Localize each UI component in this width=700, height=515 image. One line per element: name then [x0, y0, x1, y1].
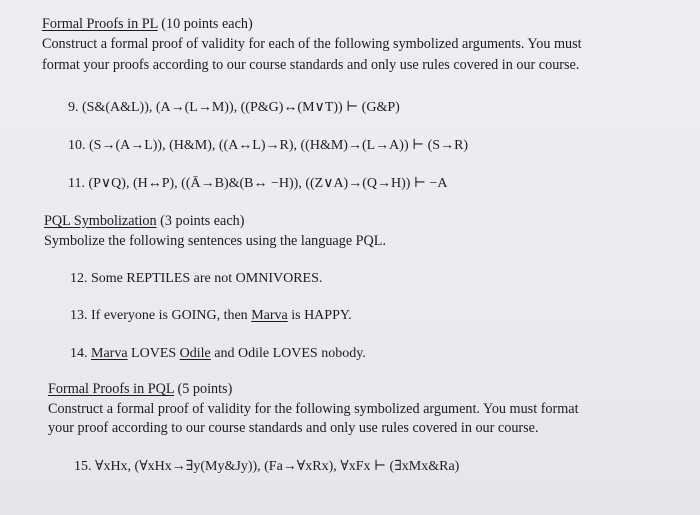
section2-heading-title: PQL Symbolization: [44, 213, 157, 229]
problem-11: 11. (P∨Q), (H↔P), ((Ā→B)&(B↔ −H)), ((Z∨A)→(Q→H)) ⊢ −A: [68, 176, 448, 191]
problem-9: 9. (S&(A&L)), (A→(L→M)), ((P&G)↔(M∨T)) ⊢ (G&P): [68, 100, 400, 115]
section1-heading: [42, 15, 253, 33]
item-14-text-mid: LOVES: [127, 346, 180, 361]
item-12: 12. Some REPTILES are not OMNIVORES.: [70, 271, 323, 286]
section3-heading: [48, 380, 232, 398]
item-13-name: Marva: [251, 308, 288, 323]
problem-15: 15. ∀xHx, (∀xHx→∃y(My&Jy)), (Fa→∀xRx), ∀xFx ⊢ (∃xMx&Ra): [74, 459, 460, 474]
section1-instruction-line2: format your proofs according to our course standards and only use rules covered in our course.: [42, 57, 580, 73]
item-14-name-2: Odile: [179, 346, 211, 361]
section1-instruction-line1: Construct a formal proof of validity for each of the following symbolized arguments. You must: [42, 36, 582, 52]
item-14-number: 14.: [70, 346, 91, 361]
item-13-text-start: 13. If everyone is GOING, then: [70, 308, 252, 323]
section3-instruction-line1: Construct a formal proof of validity for the following symbolized argument. You must format: [48, 401, 579, 417]
item-13: [70, 307, 352, 325]
item-14-name-1: Marva: [91, 346, 128, 361]
section3-heading-points: (5 points): [173, 381, 233, 397]
section3-instruction-line2: your proof according to our course standards and only use rules covered in our course.: [48, 420, 539, 436]
section2-heading: [44, 212, 244, 230]
section3-heading-title: Formal Proofs in PQL: [48, 381, 174, 397]
section1-heading-points: (10 points each): [157, 16, 253, 32]
section2-instruction: Symbolize the following sentences using the language PQL.: [44, 233, 387, 249]
item-13-text-end: is HAPPY.: [287, 308, 352, 323]
problem-10: 10. (S→(A→L)), (H&M), ((A↔L)→R), ((H&M)→(L→A)) ⊢ (S→R): [68, 138, 469, 153]
item-14: [70, 345, 366, 363]
section2-heading-points: (3 points each): [156, 213, 245, 229]
section1-heading-title: Formal Proofs in PL: [42, 16, 158, 32]
item-14-text-end: and Odile LOVES nobody.: [210, 346, 366, 361]
